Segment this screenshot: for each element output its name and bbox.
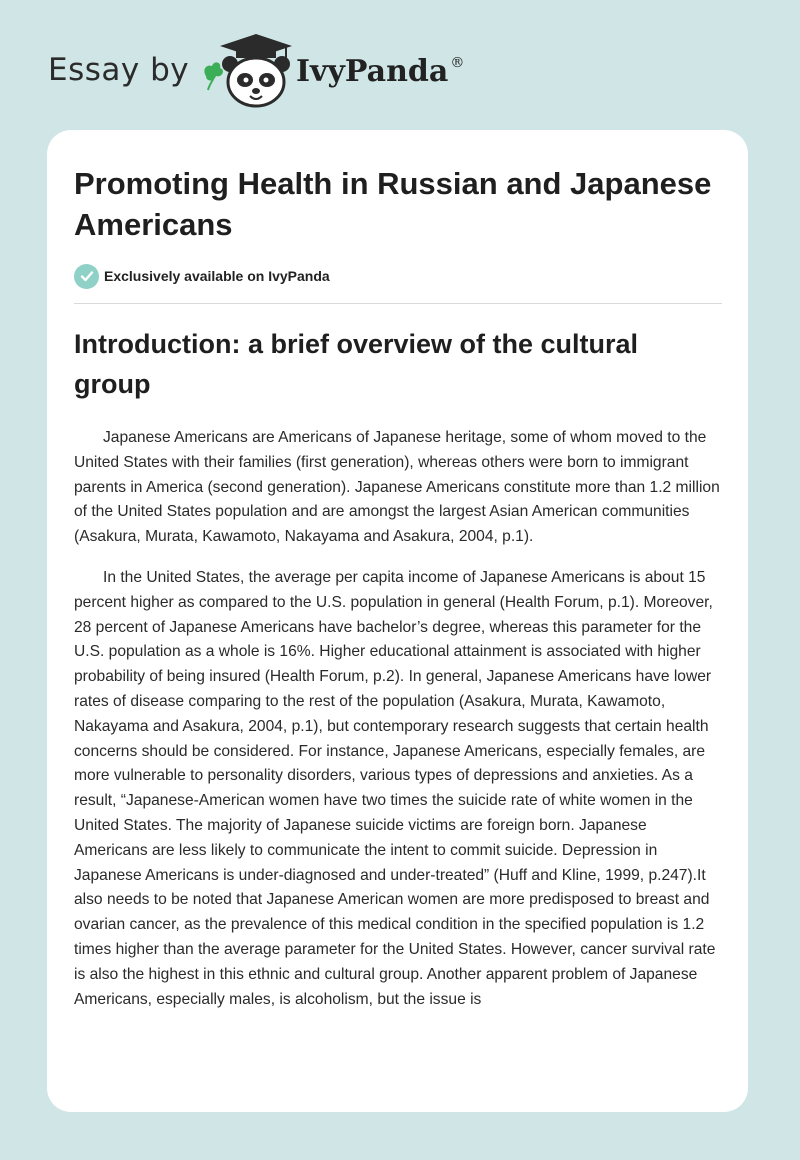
checkmark-icon (74, 264, 99, 289)
paragraph: In the United States, the average per capita income of Japanese Americans is about 15 percent higher as compared to the U.S. population in general (Health Forum, p.1). Moreover, 28 percent of Japanese Americans have bachelor’s degree, whereas this parameter for the U.S. population as a whole is 16%. Higher educational attainment is associated with higher probability of being insured (Health Forum, p.2). In general, Japanese Americans have lower rates of disease comparing to the rest of the population (Asakura, Murata, Kawamoto, Nakayama and Asakura, 2004, p.1), but contemporary research suggests that certain health concerns should be considered. For instance, Japanese Americans, especially females, are more vulnerable to personality disorders, various types of depressions and anxieties. As a result, “Japanese-American women have two times the suicide rate of white women in the United States. The majority of Japanese suicide victims are foreign born. Japanese Americans are less likely to communicate the intent to commit suicide. Depression in Japanese Americans is under-diagnosed and under-treated” (Huff and Kline, 1999, p.247).It also needs to be noted that Japanese American women are more predisposed to breast and ovarian cancer, as the prevalence of this medical condition in the specified population is 1.2 times higher than the average parameter for the United States. However, cancer survival rate is also the highest in this ethnic and cultural group. Another apparent problem of Japanese Americans, especially males, is alcoholism, but the issue is (74, 568, 716, 1008)
article-card (47, 130, 748, 1112)
exclusive-badge (74, 263, 330, 289)
section-heading: Introduction: a brief overview of the cultural group (74, 329, 639, 399)
brand-name: IvyPanda ® (296, 54, 465, 89)
article-body (74, 426, 722, 1028)
panda-logo-icon (200, 30, 292, 110)
divider (74, 303, 722, 304)
article-title: Promoting Health in Russian and Japanese Americans (74, 166, 712, 242)
exclusive-label: Exclusively available on IvyPanda (104, 268, 330, 284)
brand-prefix: Essay by (48, 52, 190, 88)
paragraph: Japanese Americans are Americans of Japanese heritage, some of whom moved to the United States with their families (first generation), whereas others were born to immigrant parents in America (second generation). Japanese Americans constitute more than 1.2 million of the United States population and are amongst the largest Asian American communities (Asakura, Murata, Kawamoto, Nakayama and Asakura, 2004, p.1). (74, 429, 720, 546)
brand-header (48, 30, 508, 110)
